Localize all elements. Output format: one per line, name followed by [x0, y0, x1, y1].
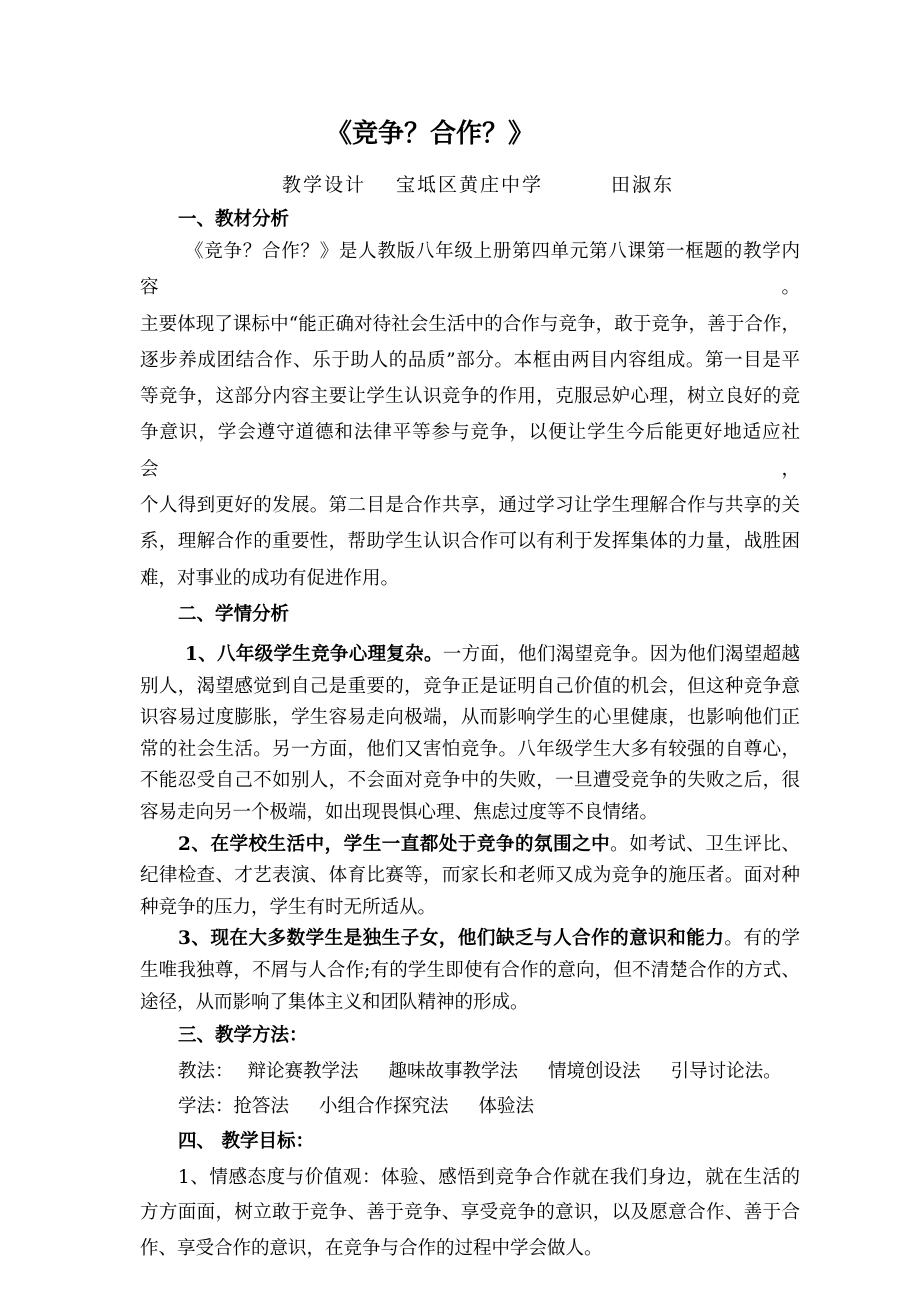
- line-text: 种竞争的压力，学生有时无所适从。: [140, 896, 437, 918]
- method-item: 情境创设法: [548, 1060, 641, 1082]
- paragraph: [140, 234, 800, 597]
- learning-methods-label: 学法：: [178, 1095, 234, 1117]
- document-byline: [282, 170, 920, 200]
- line-text: 容易走向另一个极端，如出现畏惧心理、焦虑过度等不良情绪。: [140, 801, 659, 823]
- text-line: [140, 829, 800, 861]
- line-text: 别人，渴望感觉到自己是重要的，竞争正是证明自己价值的机会，但这种竞争意: [140, 675, 800, 697]
- text-line: [140, 1160, 800, 1195]
- section-heading-1: 一、教材分析: [178, 209, 290, 230]
- bold-lead-text: 2、在学校生活中，学生一直都处于竞争的氛围之中: [178, 833, 611, 855]
- line-text: 主要体现了课标中“能正确对待社会生活中的合作与竞争，敢于竞争，善于合作，: [140, 313, 800, 335]
- text-line: [140, 702, 800, 734]
- text-line: [140, 797, 800, 829]
- text-line: [140, 860, 800, 892]
- text-line: [140, 524, 800, 560]
- line-text: 难，对事业的成功有促进作用。: [140, 567, 400, 589]
- line-text: 等竞争，这部分内容主要让学生认识竞争的作用，克服忌妒心理，树立良好的竞: [140, 386, 800, 408]
- document-title: 《竞争？合作？》: [325, 119, 534, 149]
- line-text: 纪律检查、才艺表演、体育比赛等，而家长和老师又成为竞争的施压者。面对种: [140, 865, 800, 887]
- section-heading-2: 二、学情分析: [178, 603, 290, 625]
- bold-lead-text: 1、八年级学生竞争心理复杂。: [185, 643, 443, 665]
- section-4-body: [140, 1160, 800, 1266]
- line-text: 作、享受合作的意识，在竞争与合作的过程中学会做人。: [140, 1237, 603, 1259]
- line-text: 《竞争？合作？》是人教版八年级上册第四单元第八课第一框题的教学内容。: [140, 241, 800, 299]
- text-line: [140, 892, 800, 924]
- line-text: 1、情感态度与价值观：体验、感悟到竞争合作就在我们身边，就在生活的: [178, 1166, 800, 1188]
- text-line: [140, 734, 800, 766]
- learning-methods: [140, 1089, 800, 1124]
- teaching-methods: [140, 1054, 800, 1089]
- line-text: 争意识，学会遵守道德和法律平等参与竞争，以便让学生今后能更好地适应社会，: [140, 422, 800, 480]
- method-item: 小组合作探究法: [319, 1095, 449, 1117]
- line-text: 常的社会生活。另一方面，他们又害怕竞争。八年级学生大多有较强的自尊心，: [140, 738, 800, 760]
- text-line: [140, 234, 800, 307]
- line-text: 系，理解合作的重要性，帮助学生认识合作可以有利于发挥集体的力量，战胜困: [140, 531, 800, 553]
- section-heading-4: 四、 教学目标：: [178, 1131, 314, 1153]
- paragraph: [140, 1160, 800, 1266]
- text-line: [140, 379, 800, 415]
- byline-label: 教学设计: [282, 174, 367, 196]
- method-item: 引导讨论法。: [670, 1060, 782, 1082]
- byline-author: 田淑东: [611, 174, 675, 196]
- line-text: 。如考试、卫生评比、: [610, 833, 800, 855]
- text-line: [140, 639, 800, 671]
- text-line: [140, 671, 800, 703]
- paragraph: [140, 829, 800, 924]
- section-3-4-body: [140, 1018, 800, 1266]
- text-line: [140, 955, 800, 987]
- method-item: 辩论赛教学法: [247, 1060, 359, 1082]
- section-heading-3: 三、教学方法：: [178, 1025, 308, 1047]
- text-line: [140, 987, 800, 1019]
- text-line: [140, 307, 800, 343]
- line-text: 。有的学: [724, 928, 800, 950]
- text-line: [140, 923, 800, 955]
- paragraph: [140, 923, 800, 1018]
- text-line: [140, 1195, 800, 1230]
- section-1-body: [140, 234, 800, 597]
- line-text: 个人得到更好的发展。第二目是合作共享，通过学习让学生理解合作与共享的关: [140, 495, 800, 517]
- line-text: 一方面，他们渴望竞争。因为他们渴望超越: [442, 643, 800, 665]
- line-text: 逐步养成团结合作、乐于助人的品质”部分。本框由两目内容组成。第一目是平: [140, 349, 800, 371]
- line-text: 方方面面，树立敢于竞争、善于竞争、享受竞争的意识，以及愿意合作、善于合: [140, 1202, 800, 1224]
- text-line: [140, 765, 800, 797]
- line-text: 途径，从而影响了集体主义和团队精神的形成。: [140, 991, 529, 1013]
- text-line: [140, 561, 800, 597]
- method-item: 体验法: [478, 1095, 535, 1117]
- text-line: [140, 488, 800, 524]
- line-text: 识容易过度膨胀，学生容易走向极端，从而影响学生的心里健康，也影响他们正: [140, 707, 800, 729]
- bold-lead-text: 3、现在大多数学生是独生子女，他们缺乏与人合作的意识和能力: [178, 928, 725, 950]
- line-text: 不能忍受自己不如别人，不会面对竞争中的失败，一旦遭受竞争的失败之后，很: [140, 770, 800, 792]
- paragraph: [140, 639, 800, 829]
- byline-school: 宝坻区黄庄中学: [396, 174, 544, 196]
- teaching-methods-label: 教法：: [178, 1060, 234, 1082]
- section-2-body: [140, 639, 800, 1018]
- text-line: [140, 415, 800, 488]
- method-item: 抢答法: [233, 1095, 290, 1117]
- method-item: 趣味故事教学法: [388, 1060, 519, 1082]
- text-line: [140, 1231, 800, 1266]
- text-line: [140, 343, 800, 379]
- line-text: 生唯我独尊，不屑与人合作;有的学生即使有合作的意向，但不清楚合作的方式、: [140, 959, 800, 981]
